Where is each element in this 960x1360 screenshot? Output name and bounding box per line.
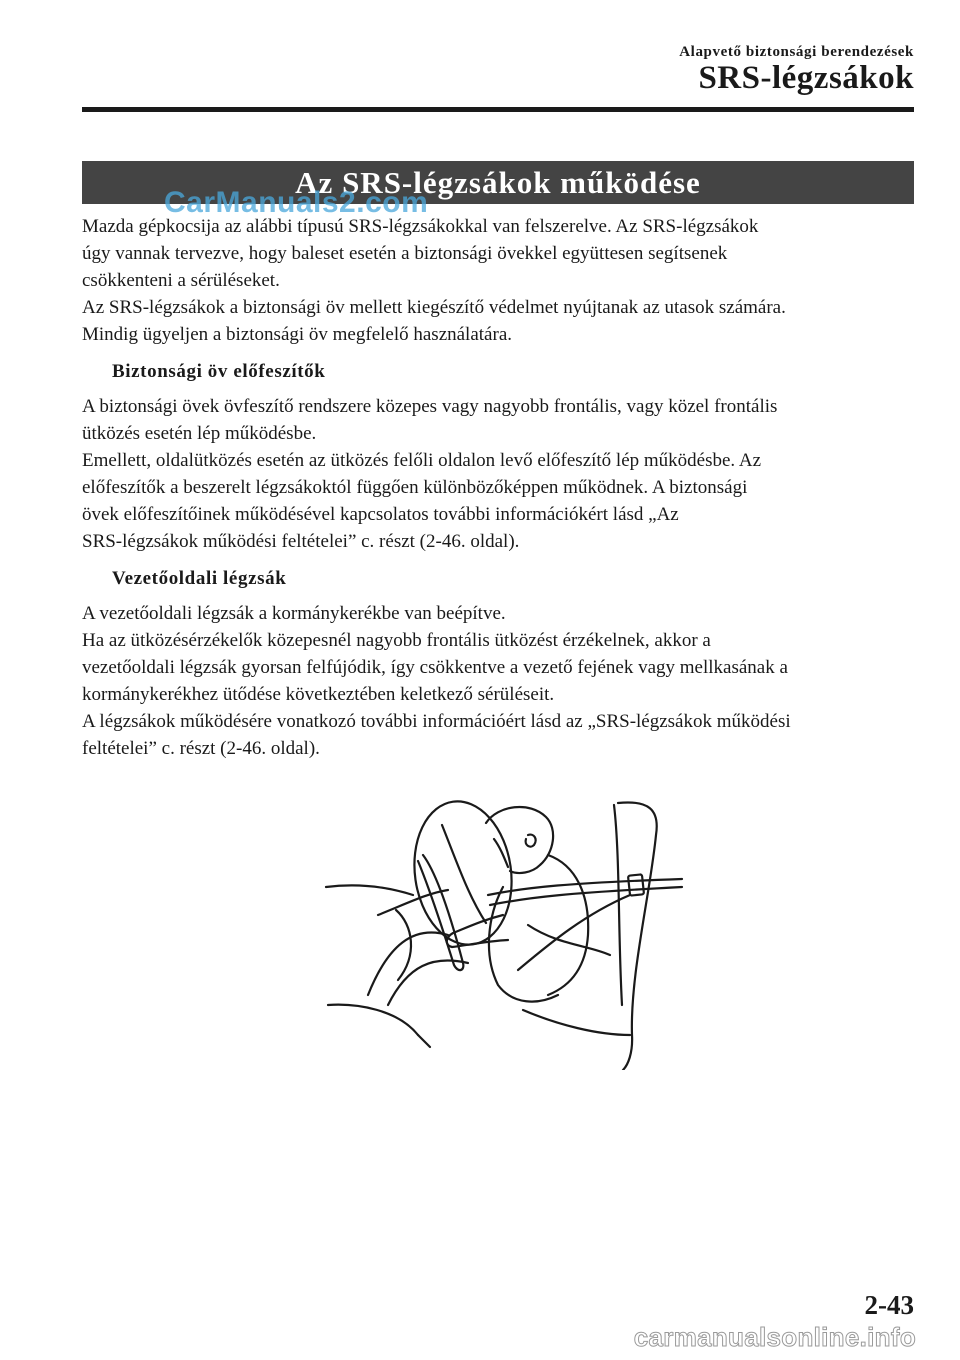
body-line: A vezetőoldali légzsák a kormánykerékbe van beépítve. <box>82 603 506 624</box>
intro-paragraph <box>82 213 916 348</box>
intro-line: Az SRS-légzsákok a biztonsági öv mellett kiegészítő védelmet nyújtanak az utasok számára. <box>82 297 786 318</box>
subheading-driver-airbag: Vezetőoldali légzsák <box>112 568 287 589</box>
subheading-pretensioners: Biztonsági öv előfeszítők <box>112 361 326 382</box>
driver-airbag-illustration <box>318 795 698 1070</box>
seat-cushion <box>523 1010 630 1035</box>
body-line: A biztonsági övek övfeszítő rendszere közepes vagy nagyobb frontális, vagy közel frontális <box>82 396 778 417</box>
body-line: SRS-légzsákok működési feltételei” c. részt (2-46. oldal). <box>82 531 520 552</box>
body-line: ütközés esetén lép működésbe. <box>82 423 317 444</box>
airbag-fold <box>442 825 486 923</box>
header-rule <box>82 107 914 112</box>
dashboard <box>326 885 413 895</box>
intro-line: Mindig ügyeljen a biztonsági öv megfelelő használatára. <box>82 324 512 345</box>
pretensioner-paragraph <box>82 393 916 555</box>
banner-title: Az SRS-légzsákok működése <box>295 164 701 200</box>
belt-diagonal <box>518 895 630 970</box>
body-line: feltételei” c. részt (2-46. oldal). <box>82 738 320 759</box>
body-line: A légzsákok működésére vonatkozó további információért lásd az „SRS-légzsákok működési <box>82 711 791 732</box>
seat-back-inner <box>614 805 622 1005</box>
belt-buckle <box>628 874 644 895</box>
body-line: övek előfeszítőinek működésével kapcsolatos további információkért lásd „Az <box>82 504 679 525</box>
watermark-carmanuals2: CarManuals2.com <box>164 186 429 219</box>
floor <box>328 1005 418 1035</box>
body-line: Emellett, oldalütközés esetén az ütközés felőli oldalon levő előfeszítő lép működésbe. Az <box>82 450 762 471</box>
pedal <box>418 1035 430 1047</box>
intro-line: Mazda gépkocsija az alábbi típusú SRS-légzsákokkal van felszerelve. Az SRS-légzsákok <box>82 216 759 237</box>
page-number: 2-43 <box>864 1290 914 1320</box>
driver-ear <box>526 835 536 847</box>
seat-back <box>618 802 657 1070</box>
driver-head <box>486 807 553 873</box>
body-line: előfeszítők a beszerelt légzsákoktól függően különbözőképpen működnek. A biztonsági <box>82 477 748 498</box>
intro-line: úgy vannak tervezve, hogy baleset esetén a biztonsági övekkel együttesen segítsenek <box>82 243 728 264</box>
watermark-carmanualsonline: carmanualsonline.info <box>633 1322 916 1352</box>
body-line: vezetőoldali légzsák gyorsan felfújódik, így csökkentve a vezető fejének vagy mellkasának a <box>82 657 788 678</box>
page-title: SRS-légzsákok <box>698 60 914 96</box>
driver-airbag-paragraph <box>82 600 916 762</box>
section-header-small: Alapvető biztonsági berendezések <box>679 44 914 60</box>
driver-back <box>548 855 588 995</box>
body-line: Ha az ütközésérzékelők közepesnél nagyobb frontális ütközést érzékelnek, akkor a <box>82 630 711 651</box>
body-line: kormánykerékhez ütődése következtében keletkező sérüléseit. <box>82 684 555 705</box>
intro-line: csökkenteni a sérüléseket. <box>82 270 280 291</box>
content <box>82 213 916 762</box>
